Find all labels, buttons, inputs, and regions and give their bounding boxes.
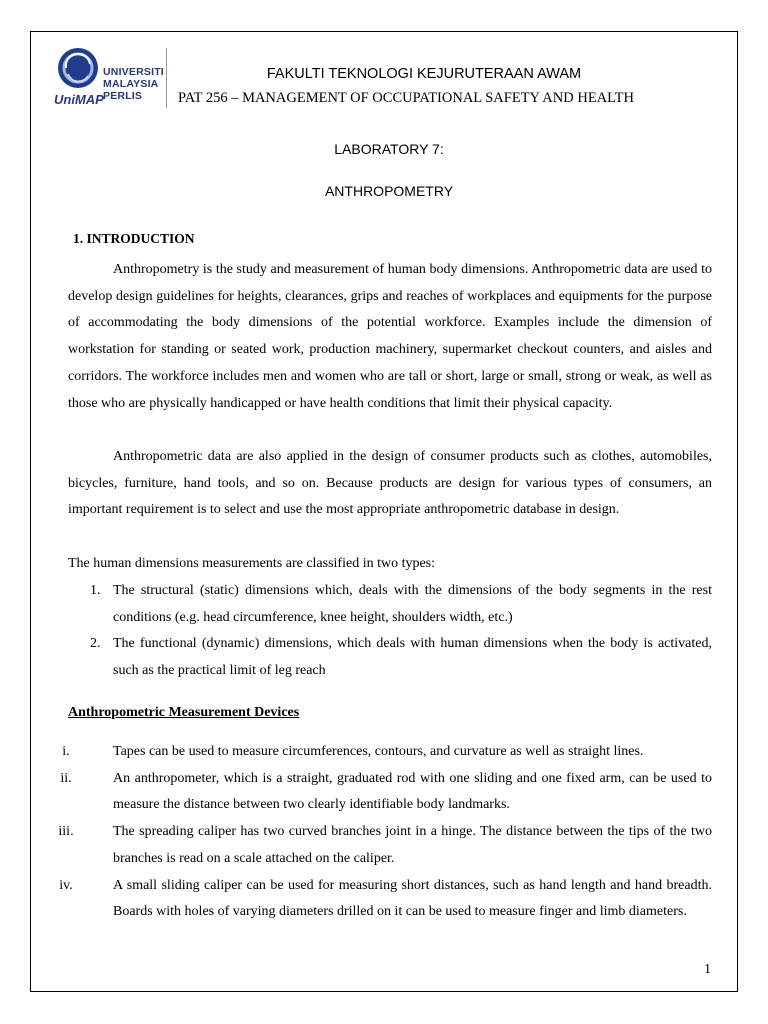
list-item — [58, 819, 712, 872]
list-item — [60, 766, 712, 819]
faculty-name: FAKULTI TEKNOLOGI KEJURUTERAAN AWAM — [266, 66, 582, 82]
list-number: iv. — [59, 877, 73, 893]
dimension-types-list — [68, 578, 712, 685]
logo-line-2: MALAYSIA — [103, 78, 159, 90]
course-title: PAT 256 – MANAGEMENT OF OCCUPATIONAL SAFETY AND HEALTH — [178, 90, 634, 106]
list-text: A small sliding caliper can be used for measuring short distances, such as hand length and hand breadth. Boards with holes of varying diameters drilled on it can be used to measure finger and limb diameters. — [113, 877, 712, 920]
list-number: 1. — [90, 583, 101, 598]
list-item — [59, 873, 712, 926]
list-text: Tapes can be used to measure circumferences, contours, and curvature as well as straight lines. — [113, 744, 644, 759]
intro-paragraph-2 — [68, 444, 712, 524]
devices-list — [58, 739, 712, 926]
intro-paragraph-1-text: Anthropometry is the study and measurement of human body dimensions. Anthropometric data are used to develop design guidelines for heights, clearances, grips and reaches of workplaces and equipments for the purpose of accommodating the body dimensions of the potential workforce. Examples include the dimension of workstation for standing or seated work, production machinery, supermarket checkout counters, and aisles and corridors. The workforce includes men and women who are tall or short, large or small, strong or weak, as well as those who are physically handicapped or have health conditions that limit their physical capacity. — [68, 262, 712, 411]
list-text: The structural (static) dimensions which, deals with the dimensions of the body segments in the rest conditions (e.g. head circumference, knee height, shoulders width, etc.) — [113, 583, 712, 625]
logo-mark: UniMAP — [54, 92, 104, 107]
list-item — [68, 578, 712, 631]
list-number: ii. — [60, 770, 72, 786]
intro-paragraph-2-text: Anthropometric data are also applied in the design of consumer products such as clothes, automobiles, bicycles, furniture, hand tools, and so on. Because products are design for various types of consumers, an important requirement is to select and use the most appropriate anthropometric database in design. — [68, 449, 712, 518]
list-number: iii. — [58, 824, 74, 840]
introduction-heading: 1. INTRODUCTION — [73, 231, 195, 246]
logo-line-3: PERLIS — [103, 90, 143, 102]
logo-line-1: UNIVERSITI — [103, 66, 164, 78]
list-text: The spreading caliper has two curved branches joint in a hinge. The distance between the tips of the two branches is read on a scale attached on the caliper. — [113, 824, 712, 866]
devices-heading: Anthropometric Measurement Devices — [68, 705, 300, 720]
list-number: 2. — [90, 636, 101, 652]
list-item — [68, 631, 712, 684]
page-number: 1 — [704, 962, 711, 977]
list-number: i. — [62, 744, 70, 759]
list-item — [62, 739, 712, 766]
list-text: The functional (dynamic) dimensions, which deals with human dimensions when the body is activated, such as the practical limit of leg reach — [113, 636, 712, 679]
lab-title: LABORATORY 7: — [334, 141, 444, 157]
list-text: An anthropometer, which is a straight, graduated rod with one sliding and one fixed arm, can be used to measure the distance between two clearly identifiable body landmarks. — [113, 770, 712, 813]
intro-paragraph-3: The human dimensions measurements are classified in two types: — [68, 556, 436, 571]
intro-paragraph-1 — [68, 257, 712, 417]
lab-topic: ANTHROPOMETRY — [324, 183, 454, 199]
